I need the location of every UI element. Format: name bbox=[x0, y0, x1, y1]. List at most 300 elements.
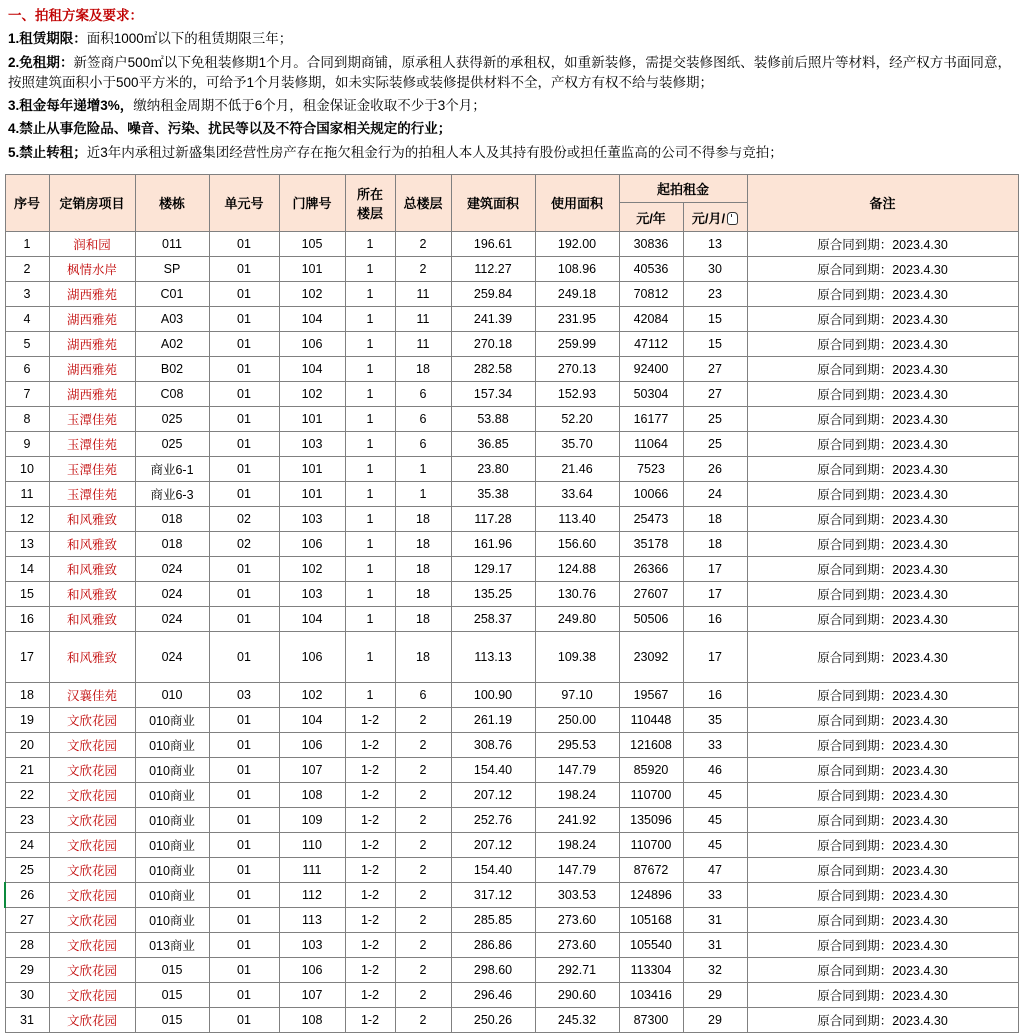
cell-8: 270.13 bbox=[535, 356, 619, 381]
terms-item-1-num: 1. bbox=[8, 31, 20, 47]
cell-2: 015 bbox=[135, 1007, 209, 1032]
cell-7: 112.27 bbox=[451, 256, 535, 281]
cell-10: 17 bbox=[683, 556, 747, 581]
cell-5: 1-2 bbox=[345, 857, 395, 882]
cell-3: 01 bbox=[209, 356, 279, 381]
cell-6: 1 bbox=[395, 456, 451, 481]
cell-0: 31 bbox=[5, 1007, 49, 1032]
cell-9: 103416 bbox=[619, 982, 683, 1007]
cell-0: 4 bbox=[5, 306, 49, 331]
cell-7: 36.85 bbox=[451, 431, 535, 456]
col-header-unit: 单元号 bbox=[209, 174, 279, 231]
cell-6: 18 bbox=[395, 556, 451, 581]
table-row[interactable] bbox=[5, 256, 1018, 281]
cell-2: 010商业 bbox=[135, 782, 209, 807]
cell-3: 01 bbox=[209, 832, 279, 857]
cell-9: 25473 bbox=[619, 506, 683, 531]
cell-3: 01 bbox=[209, 306, 279, 331]
cell-6: 18 bbox=[395, 506, 451, 531]
cell-9: 121608 bbox=[619, 732, 683, 757]
cell-2: 010商业 bbox=[135, 807, 209, 832]
terms-section bbox=[0, 0, 1019, 170]
terms-item-1 bbox=[8, 29, 1011, 49]
col-header-price-year: 元/年 bbox=[619, 203, 683, 232]
cell-8: 290.60 bbox=[535, 982, 619, 1007]
table-row[interactable] bbox=[5, 281, 1018, 306]
cell-3: 01 bbox=[209, 907, 279, 932]
table-row[interactable] bbox=[5, 682, 1018, 707]
cell-0: 14 bbox=[5, 556, 49, 581]
cell-1: 玉潭佳苑 bbox=[49, 406, 135, 431]
col-header-project: 定销房项目 bbox=[49, 174, 135, 231]
cell-8: 198.24 bbox=[535, 782, 619, 807]
table-row[interactable] bbox=[5, 381, 1018, 406]
cell-10: 15 bbox=[683, 331, 747, 356]
cell-3: 01 bbox=[209, 707, 279, 732]
cell-0: 19 bbox=[5, 707, 49, 732]
cell-10: 47 bbox=[683, 857, 747, 882]
table-row[interactable] bbox=[5, 957, 1018, 982]
table-row[interactable] bbox=[5, 581, 1018, 606]
cell-11: 原合同到期：2023.4.30 bbox=[747, 957, 1018, 982]
cell-8: 295.53 bbox=[535, 732, 619, 757]
cell-11: 原合同到期：2023.4.30 bbox=[747, 356, 1018, 381]
cell-4: 106 bbox=[279, 331, 345, 356]
cell-3: 01 bbox=[209, 381, 279, 406]
cell-1: 湖西雅苑 bbox=[49, 281, 135, 306]
cell-6: 6 bbox=[395, 381, 451, 406]
terms-item-1-label: 租赁期限： bbox=[19, 31, 87, 47]
cell-7: 258.37 bbox=[451, 606, 535, 631]
cell-7: 308.76 bbox=[451, 732, 535, 757]
cell-8: 245.32 bbox=[535, 1007, 619, 1032]
cell-5: 1-2 bbox=[345, 832, 395, 857]
cell-5: 1-2 bbox=[345, 757, 395, 782]
cell-6: 1 bbox=[395, 481, 451, 506]
terms-item-4-label: 禁止从事危险品、噪音、污染、扰民等以及不符合国家相关规定的行业； bbox=[19, 121, 452, 137]
cell-5: 1 bbox=[345, 481, 395, 506]
cell-6: 18 bbox=[395, 631, 451, 682]
cell-5: 1 bbox=[345, 682, 395, 707]
cell-2: C01 bbox=[135, 281, 209, 306]
cell-10: 15 bbox=[683, 306, 747, 331]
terms-item-3-text: 缴纳租金周期不低于6个月，租金保证金收取不少于3个月； bbox=[133, 98, 486, 113]
table-row[interactable] bbox=[5, 757, 1018, 782]
terms-item-1-text: 面积1000㎡以下的租赁期限三年； bbox=[86, 31, 293, 47]
cell-6: 2 bbox=[395, 807, 451, 832]
table-row[interactable] bbox=[5, 732, 1018, 757]
cell-2: 024 bbox=[135, 556, 209, 581]
terms-item-3-num: 3. bbox=[8, 98, 20, 113]
cell-3: 01 bbox=[209, 281, 279, 306]
cell-10: 18 bbox=[683, 531, 747, 556]
cell-11: 原合同到期：2023.4.30 bbox=[747, 281, 1018, 306]
cell-11: 原合同到期：2023.4.30 bbox=[747, 857, 1018, 882]
cell-3: 01 bbox=[209, 757, 279, 782]
cell-11: 原合同到期：2023.4.30 bbox=[747, 231, 1018, 256]
cell-8: 250.00 bbox=[535, 707, 619, 732]
cell-10: 45 bbox=[683, 832, 747, 857]
cell-0: 15 bbox=[5, 581, 49, 606]
cell-6: 2 bbox=[395, 256, 451, 281]
cell-9: 35178 bbox=[619, 531, 683, 556]
cell-8: 156.60 bbox=[535, 531, 619, 556]
cell-4: 101 bbox=[279, 256, 345, 281]
table-row[interactable] bbox=[5, 481, 1018, 506]
cell-1: 和风雅致 bbox=[49, 531, 135, 556]
cell-0: 1 bbox=[5, 231, 49, 256]
col-header-price-group: 起拍租金 bbox=[619, 174, 747, 203]
cell-8: 130.76 bbox=[535, 581, 619, 606]
cell-1: 文欣花园 bbox=[49, 1007, 135, 1032]
cell-11: 原合同到期：2023.4.30 bbox=[747, 406, 1018, 431]
cell-8: 33.64 bbox=[535, 481, 619, 506]
table-row[interactable] bbox=[5, 431, 1018, 456]
cell-9: 92400 bbox=[619, 356, 683, 381]
cell-2: 018 bbox=[135, 531, 209, 556]
cell-9: 87672 bbox=[619, 857, 683, 882]
table-row[interactable] bbox=[5, 531, 1018, 556]
cell-7: 282.58 bbox=[451, 356, 535, 381]
cell-0: 5 bbox=[5, 331, 49, 356]
table-row[interactable] bbox=[5, 606, 1018, 631]
cell-9: 30836 bbox=[619, 231, 683, 256]
cell-2: 010 bbox=[135, 682, 209, 707]
cell-7: 296.46 bbox=[451, 982, 535, 1007]
table-row[interactable] bbox=[5, 456, 1018, 481]
col-header-door: 门牌号 bbox=[279, 174, 345, 231]
terms-item-5 bbox=[8, 143, 1011, 163]
cell-11: 原合同到期：2023.4.30 bbox=[747, 431, 1018, 456]
table-row[interactable] bbox=[5, 306, 1018, 331]
cell-2: 025 bbox=[135, 431, 209, 456]
terms-item-4-num: 4. bbox=[8, 121, 20, 137]
cell-6: 2 bbox=[395, 857, 451, 882]
cell-9: 50506 bbox=[619, 606, 683, 631]
cell-5: 1-2 bbox=[345, 932, 395, 957]
cell-11: 原合同到期：2023.4.30 bbox=[747, 1007, 1018, 1032]
cell-1: 湖西雅苑 bbox=[49, 306, 135, 331]
table-row[interactable] bbox=[5, 1007, 1018, 1032]
cell-4: 107 bbox=[279, 757, 345, 782]
cell-1: 和风雅致 bbox=[49, 556, 135, 581]
cell-4: 109 bbox=[279, 807, 345, 832]
cell-9: 110700 bbox=[619, 832, 683, 857]
cell-5: 1 bbox=[345, 506, 395, 531]
cell-6: 18 bbox=[395, 606, 451, 631]
cell-9: 40536 bbox=[619, 256, 683, 281]
cell-1: 和风雅致 bbox=[49, 631, 135, 682]
table-row[interactable] bbox=[5, 782, 1018, 807]
cell-4: 112 bbox=[279, 882, 345, 907]
cell-3: 01 bbox=[209, 256, 279, 281]
cell-1: 和风雅致 bbox=[49, 581, 135, 606]
mouse-cursor-icon bbox=[727, 212, 738, 225]
cell-3: 01 bbox=[209, 231, 279, 256]
cell-9: 135096 bbox=[619, 807, 683, 832]
cell-7: 285.85 bbox=[451, 907, 535, 932]
cell-8: 292.71 bbox=[535, 957, 619, 982]
cell-6: 11 bbox=[395, 331, 451, 356]
cell-11: 原合同到期：2023.4.30 bbox=[747, 782, 1018, 807]
terms-item-2-text: 新签商户500㎡以下免租装修期1个月。合同到期商铺，原承租人获得新的承租权，如重新装修，需提交装修图纸、装修前后照片等材料，经产权方书面同意，按照建筑面积小于500平方米的，可给予1个月装修期，如未实际装修或装修提供材料不全，产权方有权不给与装修期； bbox=[8, 54, 1012, 90]
cell-3: 01 bbox=[209, 556, 279, 581]
table-row[interactable] bbox=[5, 857, 1018, 882]
cell-4: 101 bbox=[279, 456, 345, 481]
cell-0: 6 bbox=[5, 356, 49, 381]
cell-0: 2 bbox=[5, 256, 49, 281]
cell-2: 024 bbox=[135, 631, 209, 682]
cell-6: 2 bbox=[395, 932, 451, 957]
cell-8: 249.80 bbox=[535, 606, 619, 631]
cell-5: 1 bbox=[345, 406, 395, 431]
cell-2: C08 bbox=[135, 381, 209, 406]
cell-4: 106 bbox=[279, 631, 345, 682]
table-row[interactable] bbox=[5, 631, 1018, 682]
cell-11: 原合同到期：2023.4.30 bbox=[747, 381, 1018, 406]
cell-5: 1 bbox=[345, 631, 395, 682]
cell-8: 273.60 bbox=[535, 932, 619, 957]
cell-10: 17 bbox=[683, 631, 747, 682]
cell-5: 1-2 bbox=[345, 982, 395, 1007]
cell-2: 025 bbox=[135, 406, 209, 431]
cell-4: 106 bbox=[279, 732, 345, 757]
cell-10: 16 bbox=[683, 606, 747, 631]
cell-2: 015 bbox=[135, 982, 209, 1007]
cell-2: 015 bbox=[135, 957, 209, 982]
cell-5: 1 bbox=[345, 356, 395, 381]
cell-8: 198.24 bbox=[535, 832, 619, 857]
cell-10: 27 bbox=[683, 356, 747, 381]
cell-8: 192.00 bbox=[535, 231, 619, 256]
cell-3: 02 bbox=[209, 531, 279, 556]
terms-item-3 bbox=[8, 96, 1011, 116]
cell-6: 18 bbox=[395, 531, 451, 556]
cell-6: 2 bbox=[395, 732, 451, 757]
cell-3: 02 bbox=[209, 506, 279, 531]
cell-9: 124896 bbox=[619, 882, 683, 907]
cell-8: 147.79 bbox=[535, 857, 619, 882]
cell-9: 85920 bbox=[619, 757, 683, 782]
cell-11: 原合同到期：2023.4.30 bbox=[747, 807, 1018, 832]
cell-2: 010商业 bbox=[135, 907, 209, 932]
cell-7: 207.12 bbox=[451, 782, 535, 807]
cell-8: 231.95 bbox=[535, 306, 619, 331]
cell-6: 6 bbox=[395, 431, 451, 456]
table-row[interactable] bbox=[5, 356, 1018, 381]
cell-3: 03 bbox=[209, 682, 279, 707]
cell-9: 16177 bbox=[619, 406, 683, 431]
cell-2: 010商业 bbox=[135, 832, 209, 857]
cell-8: 273.60 bbox=[535, 907, 619, 932]
table-row[interactable] bbox=[5, 882, 1018, 907]
cell-2: 010商业 bbox=[135, 732, 209, 757]
table-row[interactable] bbox=[5, 231, 1018, 256]
cell-2: 010商业 bbox=[135, 882, 209, 907]
cell-1: 文欣花园 bbox=[49, 707, 135, 732]
cell-9: 10066 bbox=[619, 481, 683, 506]
cell-4: 104 bbox=[279, 356, 345, 381]
col-header-price-month bbox=[683, 203, 747, 232]
cell-5: 1-2 bbox=[345, 782, 395, 807]
cell-0: 23 bbox=[5, 807, 49, 832]
cell-5: 1 bbox=[345, 381, 395, 406]
cell-8: 113.40 bbox=[535, 506, 619, 531]
cell-11: 原合同到期：2023.4.30 bbox=[747, 456, 1018, 481]
cell-0: 10 bbox=[5, 456, 49, 481]
cell-8: 147.79 bbox=[535, 757, 619, 782]
cell-3: 01 bbox=[209, 807, 279, 832]
cell-9: 87300 bbox=[619, 1007, 683, 1032]
cell-8: 124.88 bbox=[535, 556, 619, 581]
cell-10: 32 bbox=[683, 957, 747, 982]
cell-4: 102 bbox=[279, 682, 345, 707]
cell-11: 原合同到期：2023.4.30 bbox=[747, 331, 1018, 356]
cell-6: 11 bbox=[395, 306, 451, 331]
cell-4: 113 bbox=[279, 907, 345, 932]
cell-1: 玉潭佳苑 bbox=[49, 431, 135, 456]
cell-11: 原合同到期：2023.4.30 bbox=[747, 932, 1018, 957]
cell-1: 文欣花园 bbox=[49, 932, 135, 957]
col-header-build-area: 建筑面积 bbox=[451, 174, 535, 231]
table-row[interactable] bbox=[5, 506, 1018, 531]
cell-8: 303.53 bbox=[535, 882, 619, 907]
listing-table-wrap bbox=[0, 174, 1019, 1033]
cell-3: 01 bbox=[209, 732, 279, 757]
terms-item-2 bbox=[8, 53, 1011, 94]
table-body bbox=[5, 231, 1018, 1032]
cell-10: 46 bbox=[683, 757, 747, 782]
cell-1: 文欣花园 bbox=[49, 732, 135, 757]
cell-6: 2 bbox=[395, 832, 451, 857]
cell-1: 文欣花园 bbox=[49, 757, 135, 782]
cell-11: 原合同到期：2023.4.30 bbox=[747, 707, 1018, 732]
cell-9: 50304 bbox=[619, 381, 683, 406]
cell-6: 18 bbox=[395, 581, 451, 606]
col-header-price-month-label: 元/月/ bbox=[691, 210, 726, 226]
cell-0: 26 bbox=[5, 882, 49, 907]
table-row[interactable] bbox=[5, 807, 1018, 832]
cell-7: 298.60 bbox=[451, 957, 535, 982]
cell-3: 01 bbox=[209, 631, 279, 682]
cell-5: 1-2 bbox=[345, 882, 395, 907]
cell-4: 102 bbox=[279, 556, 345, 581]
cell-7: 35.38 bbox=[451, 481, 535, 506]
table-row[interactable] bbox=[5, 707, 1018, 732]
cell-6: 2 bbox=[395, 757, 451, 782]
cell-0: 9 bbox=[5, 431, 49, 456]
cell-7: 23.80 bbox=[451, 456, 535, 481]
cell-8: 21.46 bbox=[535, 456, 619, 481]
cell-5: 1 bbox=[345, 231, 395, 256]
col-header-floor: 所在 楼层 bbox=[345, 174, 395, 231]
cell-11: 原合同到期：2023.4.30 bbox=[747, 882, 1018, 907]
cell-5: 1 bbox=[345, 281, 395, 306]
cell-0: 7 bbox=[5, 381, 49, 406]
cell-3: 01 bbox=[209, 456, 279, 481]
cell-1: 润和园 bbox=[49, 231, 135, 256]
cell-9: 105540 bbox=[619, 932, 683, 957]
cell-11: 原合同到期：2023.4.30 bbox=[747, 832, 1018, 857]
cell-11: 原合同到期：2023.4.30 bbox=[747, 631, 1018, 682]
cell-10: 17 bbox=[683, 581, 747, 606]
cell-2: 018 bbox=[135, 506, 209, 531]
terms-item-2-label: 免租期： bbox=[19, 54, 74, 70]
cell-2: 011 bbox=[135, 231, 209, 256]
cell-0: 24 bbox=[5, 832, 49, 857]
cell-1: 玉潭佳苑 bbox=[49, 481, 135, 506]
cell-1: 枫情水岸 bbox=[49, 256, 135, 281]
cell-4: 103 bbox=[279, 581, 345, 606]
table-row[interactable] bbox=[5, 832, 1018, 857]
cell-7: 270.18 bbox=[451, 331, 535, 356]
cell-1: 和风雅致 bbox=[49, 506, 135, 531]
cell-11: 原合同到期：2023.4.30 bbox=[747, 481, 1018, 506]
cell-1: 文欣花园 bbox=[49, 832, 135, 857]
cell-4: 108 bbox=[279, 1007, 345, 1032]
cell-5: 1-2 bbox=[345, 732, 395, 757]
cell-1: 玉潭佳苑 bbox=[49, 456, 135, 481]
cell-7: 113.13 bbox=[451, 631, 535, 682]
cell-4: 111 bbox=[279, 857, 345, 882]
table-row[interactable] bbox=[5, 907, 1018, 932]
cell-5: 1 bbox=[345, 531, 395, 556]
cell-11: 原合同到期：2023.4.30 bbox=[747, 556, 1018, 581]
cell-0: 27 bbox=[5, 907, 49, 932]
cell-5: 1 bbox=[345, 581, 395, 606]
cell-9: 110448 bbox=[619, 707, 683, 732]
cell-10: 16 bbox=[683, 682, 747, 707]
table-row[interactable] bbox=[5, 331, 1018, 356]
cell-4: 104 bbox=[279, 306, 345, 331]
cell-6: 18 bbox=[395, 356, 451, 381]
cell-10: 25 bbox=[683, 406, 747, 431]
table-row[interactable] bbox=[5, 406, 1018, 431]
cell-0: 8 bbox=[5, 406, 49, 431]
cell-7: 259.84 bbox=[451, 281, 535, 306]
cell-10: 29 bbox=[683, 1007, 747, 1032]
cell-10: 29 bbox=[683, 982, 747, 1007]
cell-2: 商业6-1 bbox=[135, 456, 209, 481]
table-row[interactable] bbox=[5, 932, 1018, 957]
cell-7: 161.96 bbox=[451, 531, 535, 556]
cell-8: 97.10 bbox=[535, 682, 619, 707]
cell-6: 6 bbox=[395, 406, 451, 431]
table-row[interactable] bbox=[5, 982, 1018, 1007]
cell-7: 154.40 bbox=[451, 857, 535, 882]
cell-2: 024 bbox=[135, 606, 209, 631]
cell-7: 117.28 bbox=[451, 506, 535, 531]
terms-item-3-label: 租金每年递增3%， bbox=[19, 98, 134, 113]
cell-11: 原合同到期：2023.4.30 bbox=[747, 306, 1018, 331]
cell-5: 1 bbox=[345, 431, 395, 456]
cell-4: 107 bbox=[279, 982, 345, 1007]
terms-item-5-text: 近3年内承租过新盛集团经营性房产存在拖欠租金行为的拍租人本人及其持有股份或担任董监高的公司不得参与竞拍； bbox=[86, 144, 783, 160]
cell-9: 105168 bbox=[619, 907, 683, 932]
col-header-total-floor: 总楼层 bbox=[395, 174, 451, 231]
cell-10: 23 bbox=[683, 281, 747, 306]
cell-1: 文欣花园 bbox=[49, 982, 135, 1007]
cell-0: 20 bbox=[5, 732, 49, 757]
cell-10: 31 bbox=[683, 932, 747, 957]
table-row[interactable] bbox=[5, 556, 1018, 581]
cell-5: 1 bbox=[345, 306, 395, 331]
cell-1: 文欣花园 bbox=[49, 782, 135, 807]
cell-5: 1 bbox=[345, 331, 395, 356]
cell-10: 30 bbox=[683, 256, 747, 281]
cell-10: 33 bbox=[683, 732, 747, 757]
cell-1: 和风雅致 bbox=[49, 606, 135, 631]
